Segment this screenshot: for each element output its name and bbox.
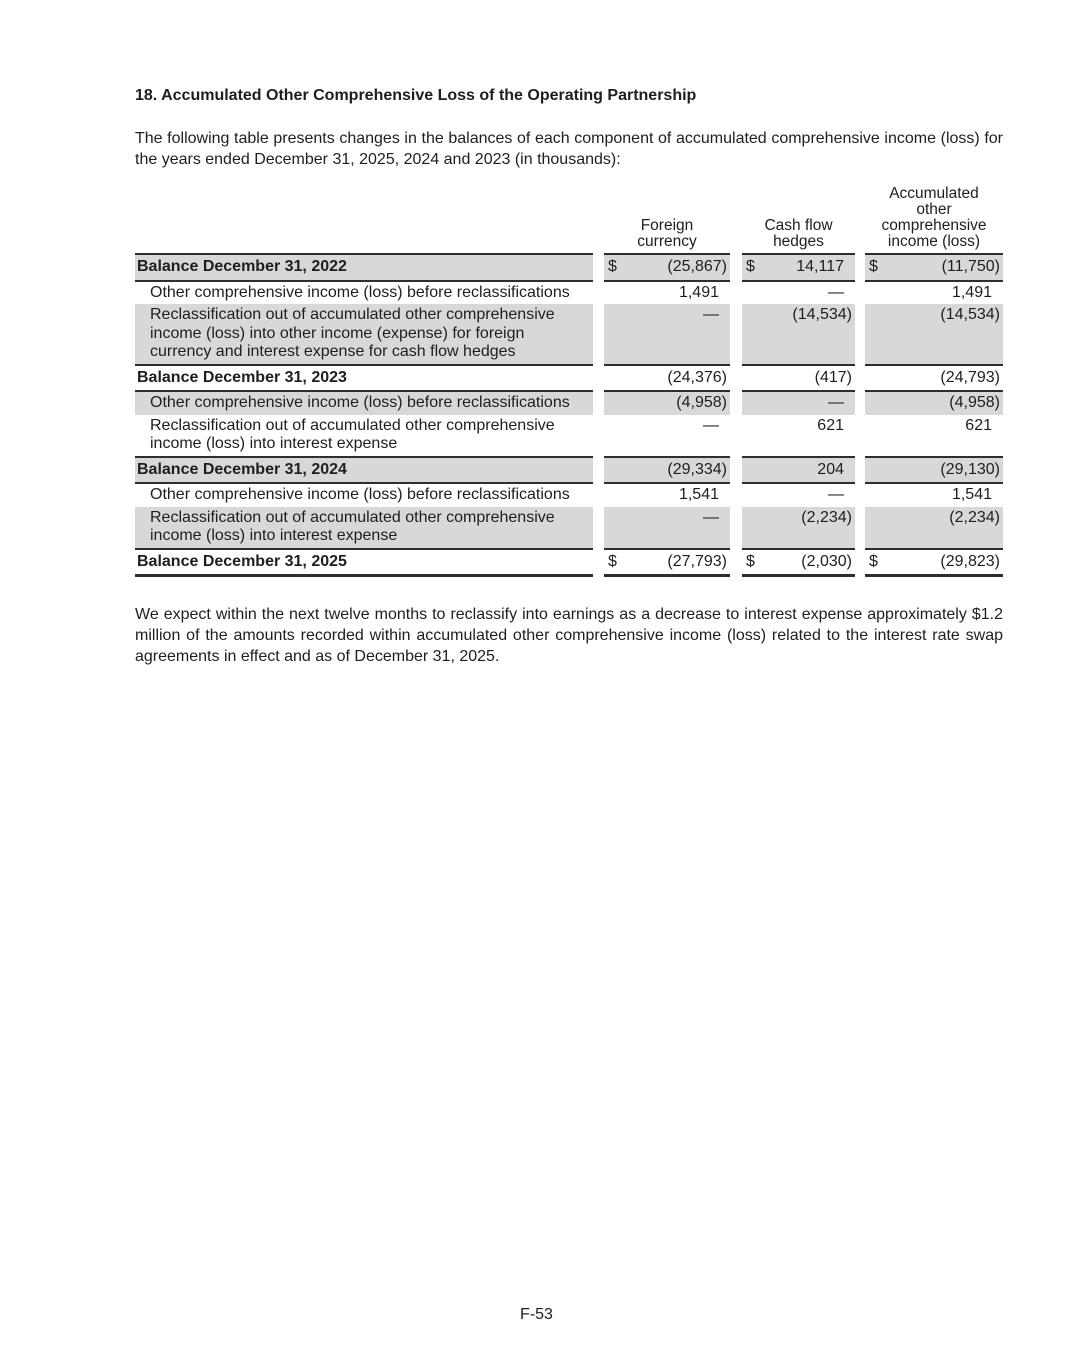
cell-value: 1,541 bbox=[951, 486, 992, 503]
column-gap bbox=[593, 281, 604, 305]
cell-value: — bbox=[703, 416, 719, 434]
column-gap bbox=[855, 549, 865, 576]
cell-col-1 bbox=[604, 507, 730, 549]
cell-value: (2,030) bbox=[801, 552, 852, 570]
column-gap bbox=[855, 186, 865, 254]
cell-value: — bbox=[828, 283, 844, 301]
cell-col-2 bbox=[742, 391, 855, 415]
table-header-label-spacer bbox=[135, 186, 593, 254]
table-row bbox=[135, 415, 1003, 457]
cell-col-1 bbox=[604, 254, 730, 281]
cell-value: 14,117 bbox=[796, 258, 844, 275]
row-label: Reclassification out of accumulated other comprehensive income (loss) into interest expense bbox=[150, 416, 555, 452]
cell-value: — bbox=[703, 306, 719, 323]
column-gap bbox=[730, 483, 742, 507]
row-label: Balance December 31, 2025 bbox=[135, 549, 593, 576]
cell-col-1 bbox=[604, 415, 730, 457]
table-header-col-2: Cash flow hedges bbox=[742, 186, 855, 254]
table-row bbox=[135, 281, 1003, 305]
cell-value: (29,130) bbox=[940, 460, 1000, 478]
cell-col-3 bbox=[865, 549, 1003, 576]
cell-col-2 bbox=[742, 483, 855, 507]
cell-value: (29,823) bbox=[940, 552, 1000, 570]
row-label: Reclassification out of accumulated other comprehensive income (loss) into other income (expense) for foreign currency and interest expense for cash flow hedges bbox=[135, 304, 593, 365]
cell-col-1 bbox=[604, 304, 730, 365]
cell-value: (11,750) bbox=[941, 258, 1000, 275]
table-row bbox=[135, 549, 1003, 576]
table-row bbox=[135, 304, 1003, 365]
cell-value: (14,534) bbox=[792, 306, 852, 323]
table-header-col-3: Accumulated other comprehensive income (loss) bbox=[865, 186, 1003, 254]
cell-col-3 bbox=[865, 304, 1003, 365]
column-gap bbox=[855, 281, 865, 305]
column-gap bbox=[730, 507, 742, 549]
column-gap bbox=[855, 304, 865, 365]
column-gap bbox=[730, 304, 742, 365]
cell-col-1 bbox=[604, 549, 730, 576]
column-gap bbox=[855, 507, 865, 549]
column-gap bbox=[730, 391, 742, 415]
note-heading: 18. Accumulated Other Comprehensive Loss of the Operating Partnership bbox=[135, 87, 697, 104]
dollar-sign: $ bbox=[746, 552, 755, 570]
column-gap bbox=[593, 549, 604, 576]
cell-value: (25,867) bbox=[667, 258, 727, 275]
column-gap bbox=[855, 457, 865, 484]
cell-value: 621 bbox=[965, 416, 992, 434]
dollar-sign: $ bbox=[608, 552, 617, 570]
cell-col-1 bbox=[604, 365, 730, 392]
column-gap bbox=[730, 281, 742, 305]
cell-col-2 bbox=[742, 304, 855, 365]
cell-value: — bbox=[828, 394, 844, 411]
column-gap bbox=[593, 186, 604, 254]
cell-value: (14,534) bbox=[940, 306, 1000, 323]
column-gap bbox=[730, 549, 742, 576]
row-label: Balance December 31, 2024 bbox=[135, 457, 593, 484]
cell-col-3 bbox=[865, 483, 1003, 507]
cell-value: (29,334) bbox=[667, 460, 727, 478]
column-gap bbox=[730, 254, 742, 281]
cell-col-1 bbox=[604, 281, 730, 305]
cell-value: (4,958) bbox=[949, 394, 1000, 411]
column-gap bbox=[593, 391, 604, 415]
cell-value: 204 bbox=[817, 460, 844, 478]
cell-col-2 bbox=[742, 281, 855, 305]
cell-col-2 bbox=[742, 365, 855, 392]
dollar-sign: $ bbox=[869, 258, 878, 275]
table-body bbox=[135, 254, 1003, 576]
cell-value: (2,234) bbox=[801, 508, 852, 526]
cell-col-2 bbox=[742, 549, 855, 576]
cell-value: 621 bbox=[817, 416, 844, 434]
closing-paragraph: We expect within the next twelve months to reclassify into earnings as a decrease to interest expense approximately $1.2 million of the amounts recorded within accumulated other comprehensive income (loss) related to the interest rate swap agreements in effect and as of December 31, 2025. bbox=[135, 606, 1003, 665]
column-gap bbox=[855, 254, 865, 281]
dollar-sign: $ bbox=[746, 258, 755, 275]
table-header-row bbox=[135, 186, 1003, 254]
intro-paragraph: The following table presents changes in the balances of each component of accumulated comprehensive income (loss) for the years ended December 31, 2025, 2024 and 2023 (in thousands): bbox=[135, 130, 1003, 168]
cell-value: (27,793) bbox=[667, 552, 727, 570]
cell-col-1 bbox=[604, 457, 730, 484]
cell-col-3 bbox=[865, 281, 1003, 305]
cell-col-1 bbox=[604, 483, 730, 507]
cell-value: — bbox=[703, 508, 719, 526]
table-head bbox=[135, 186, 1003, 254]
column-gap bbox=[593, 507, 604, 549]
table-row bbox=[135, 254, 1003, 281]
cell-value: — bbox=[828, 486, 844, 503]
aoci-table bbox=[135, 186, 1003, 577]
cell-col-3 bbox=[865, 507, 1003, 549]
cell-value: (24,793) bbox=[940, 368, 1000, 386]
column-gap bbox=[593, 457, 604, 484]
column-gap bbox=[593, 415, 604, 457]
cell-col-1 bbox=[604, 391, 730, 415]
cell-value: 1,491 bbox=[951, 283, 992, 301]
column-gap bbox=[855, 415, 865, 457]
row-label: Balance December 31, 2023 bbox=[135, 365, 593, 392]
table-header-col-1: Foreign currency bbox=[604, 186, 730, 254]
column-gap bbox=[593, 254, 604, 281]
cell-col-3 bbox=[865, 254, 1003, 281]
column-gap bbox=[593, 365, 604, 392]
column-gap bbox=[855, 483, 865, 507]
cell-col-3 bbox=[865, 365, 1003, 392]
row-label: Reclassification out of accumulated other comprehensive income (loss) into interest expense bbox=[135, 507, 593, 549]
dollar-sign: $ bbox=[608, 258, 617, 275]
table-row bbox=[135, 365, 1003, 392]
cell-value: (4,958) bbox=[676, 394, 727, 411]
cell-value: (2,234) bbox=[949, 508, 1000, 526]
column-gap bbox=[730, 365, 742, 392]
row-label: Other comprehensive income (loss) before reclassifications bbox=[150, 486, 570, 503]
cell-col-3 bbox=[865, 391, 1003, 415]
table-row bbox=[135, 457, 1003, 484]
row-label: Other comprehensive income (loss) before reclassifications bbox=[135, 391, 593, 415]
cell-col-2 bbox=[742, 507, 855, 549]
cell-value: 1,541 bbox=[678, 486, 719, 503]
cell-col-3 bbox=[865, 457, 1003, 484]
note-content bbox=[135, 86, 1003, 667]
cell-col-2 bbox=[742, 457, 855, 484]
cell-value: 1,491 bbox=[678, 283, 719, 301]
cell-col-2 bbox=[742, 254, 855, 281]
table-row bbox=[135, 391, 1003, 415]
row-label: Balance December 31, 2022 bbox=[135, 254, 593, 281]
column-gap bbox=[593, 483, 604, 507]
table-row bbox=[135, 507, 1003, 549]
cell-col-3 bbox=[865, 415, 1003, 457]
column-gap bbox=[730, 186, 742, 254]
column-gap bbox=[855, 391, 865, 415]
column-gap bbox=[855, 365, 865, 392]
table-row bbox=[135, 483, 1003, 507]
dollar-sign: $ bbox=[869, 552, 878, 570]
cell-value: (417) bbox=[814, 368, 852, 386]
column-gap bbox=[730, 415, 742, 457]
cell-col-2 bbox=[742, 415, 855, 457]
cell-value: (24,376) bbox=[667, 368, 727, 386]
row-label: Other comprehensive income (loss) before reclassifications bbox=[150, 283, 570, 301]
column-gap bbox=[730, 457, 742, 484]
column-gap bbox=[593, 304, 604, 365]
page-number: F-53 bbox=[520, 1306, 553, 1323]
